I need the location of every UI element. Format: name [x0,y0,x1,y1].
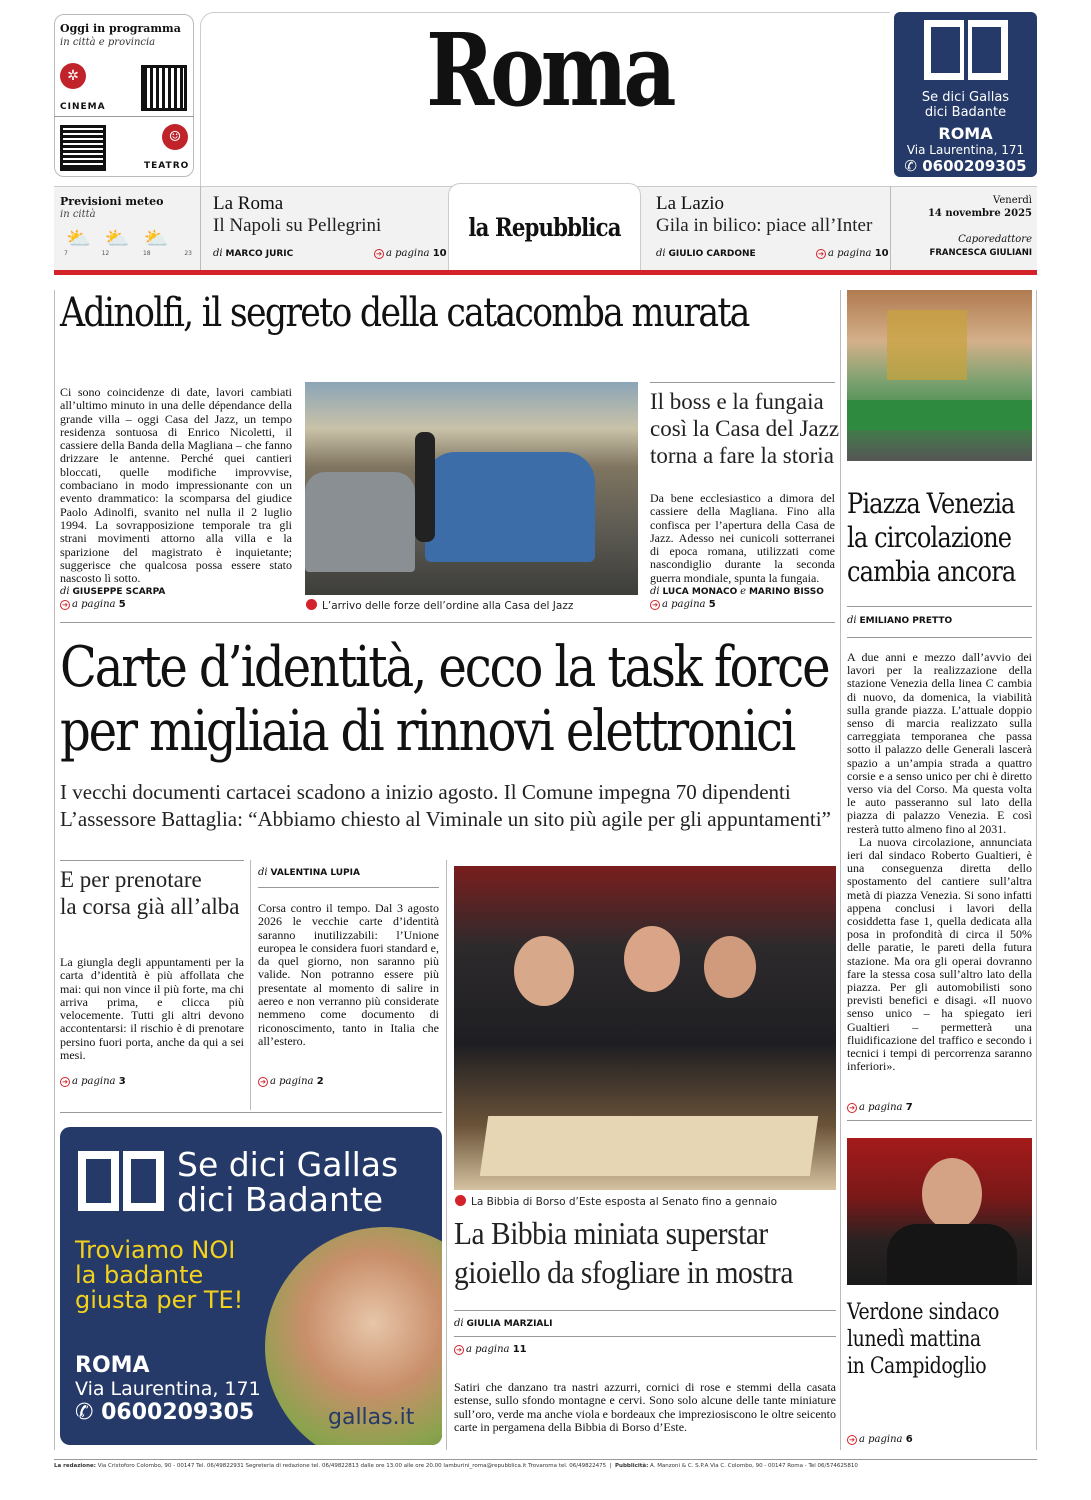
sun-cloud-icon: ⛅ [66,226,105,250]
section-rule [60,1112,442,1113]
ad-top-street: Via Laurentina, 171 [906,143,1025,157]
programma-subtitle: in città e provincia [60,37,156,48]
verdone-headline[interactable]: Verdone sindaco lunedì mattina in Campidoglio [847,1300,999,1379]
ad-top-line2: dici Badante [924,105,1007,120]
ad-top-line1: Se dici Gallas [921,90,1010,105]
programma-divider [54,116,194,117]
bibbia-rule [454,1310,836,1311]
lead-headline[interactable]: Adinolfi, il segreto della catacomba murata [60,290,749,336]
lead-body: Ci sono coincidenze di date, lavori cambiati all’ultimo minuto in una delle dépendance della grande villa – oggi Casa del Jazz, un tempo residenza sontuosa di Enrico Nicoletti, il cassiere della Banda della Magliana – che fanno drizzare le antenne. Perché quei cantieri bloccati, quelle modifiche improvvise, combaciano in modo impressionante con un evento drammatico: la scomparsa del giudice Paolo Adinolfi, svanito nel nulla il 2 luglio 1994. La sovrapposizione temporale tra gli strani movimenti attorno alla villa e la sparizione del magistrato è inquietante; suggerisce che qualcosa possa essere stato nascosto lì sotto. [60,385,292,586]
piazza-headline[interactable]: Piazza Venezia la circolazione cambia ancora [847,487,1016,588]
lazio-pageref[interactable]: ➔ a pagina 10 [816,248,889,259]
corsa-pageref[interactable]: ➔ a pagina 2 [258,1076,324,1087]
boss-byline: di LUCA MONACO e MARINO BISSO [650,586,824,597]
cinema-qr-code[interactable] [141,65,187,111]
carte-headline[interactable]: Carte d’identità, ecco la task force per migliaia di rinnovi elettronici [60,635,829,764]
prenotare-body: La giungla degli appuntamenti per la carta d’identità è più affollata che mai: qui non vince il più forte, ma chi arriva prima, e clicca più velocemente. Tutti gli altri devono accontentarsi: il rischio è di prenotare persino fuori porta, anche da qui a sei mesi. [60,955,244,1063]
piazza-end-rule [847,1120,1032,1121]
prenotare-pageref[interactable]: ➔ a pagina 3 [60,1076,126,1087]
verdone-pageref[interactable]: ➔ a pagina 6 [847,1434,913,1445]
piazza-venezia-photo [847,290,1032,461]
boss-body: Da bene ecclesiastico a dimora del cassiere della Magliana. Fino alla confisca per l’apertura della Casa de Jazz. Adesso nei cunicoli sotterranei di epoca romana, utilizzati come nascondiglio durante la seconda guerra mondiale, spunta la fungaia. [650,491,835,585]
arrow-icon: ➔ [816,249,826,259]
ad-top-city: ROMA [938,124,993,143]
corsa-rule [258,887,439,888]
roma-headline[interactable]: Il Napoli su Pellegrini [213,215,382,236]
piazza-rule [847,637,1032,638]
lazio-kicker: La Lazio [656,193,725,214]
lazio-headline[interactable]: Gila in bilico: piace all’Inter [656,215,873,236]
date-day: Venerdì [993,195,1032,206]
lead-caption: L’arrivo delle forze dell’ordine alla Casa del Jazz [306,599,573,612]
lead-byline: di GIUSEPPE SCARPA [60,586,166,597]
boss-top-rule [650,382,835,383]
ad-big-site[interactable]: gallas.it [328,1405,415,1430]
section-rule [60,622,835,623]
bibbia-rule [454,1336,836,1337]
person-face-shape [624,926,680,992]
teatro-label: TEATRO [144,161,190,171]
column-rule [446,860,447,1450]
carte-deck: I vecchi documenti cartacei scadono a inizio agosto. Il Comune impegna 70 dipendenti L’assessore Battaglia: “Abbiamo chiesto al Viminale un sito più agile per gli appuntamenti” [60,780,831,831]
piazza-byline: di EMILIANO PRETTO [847,615,953,626]
cinema-icon: ✲ [60,63,86,89]
arrow-icon: ➔ [847,1435,857,1445]
prenotare-rule [60,860,244,861]
editor-name: FRANCESCA GIULIANI [929,248,1032,258]
bibbia-pageref[interactable]: ➔ a pagina 11 [454,1344,527,1355]
bibbia-byline: di GIULIA MARZIALI [454,1318,553,1329]
programma-title: Oggi in programma [60,22,181,35]
arrow-icon: ➔ [847,1103,857,1113]
page-rule-left [54,290,55,1450]
column-rule [840,290,841,1450]
phone-icon: ✆ [904,157,917,175]
person-shape [415,432,435,542]
phone-icon: ✆ [75,1400,94,1425]
person-face-shape [704,936,756,998]
sun-cloud-icon: ⛅ [104,226,144,250]
teatro-qr-code[interactable] [60,125,106,171]
corsa-body: Corsa contro il tempo. Dal 3 agosto 2026 le vecchie carte d’identità saranno inutilizzabili: l’Unione europea le considera fuori standard e, da quel giorno, non saranno più valide. Non potranno essere più presentate al momento di salire in aereo e non verranno più considerate nemmeno come documento di riconoscimento, tanto in Italia che all’estero. [258,901,439,1048]
person-body-shape [887,1224,1017,1285]
editor-role: Caporedattore [958,234,1032,245]
roma-byline: di MARCO JURIC [213,248,294,259]
gallas-logo-icon [78,1151,164,1211]
bibbia-body: Satiri che danzano tra nastri azzurri, cornici di rose e stemmi della casata estense, sullo sfondo montagne e cervi. Sono solo alcune delle tante miniature sull’oro, verde ma anche viola e bordeaux che impreziosiscono le oltre seicento carte in pergamena della Bibbia di Borso d’Este. [454,1380,836,1434]
person-face-shape [514,936,574,1006]
gallas-ad-big[interactable] [60,1127,442,1445]
footer: La redazione: Via Cristoforo Colombo, 90 - 00147 Tel. 06/49822931 Segreteria di redazione tel. 06/49822813 dalle ore 13.00 alle ore 20.00 lamburini_roma@repubblica.it Trovaroma tel. 06/49822475 | Pubblicità: A. Manzoni & C. S.P.A Via C. Colombo, 90 - 00147 Roma - Tel 06/574625810 [54,1459,1037,1469]
ad-big-tagline: Troviamo NOI la badante giusta per TE! [75,1236,244,1314]
bible-book-shape [480,1116,818,1176]
ad-big-slogan: Se dici Gallas dici Badante [177,1145,399,1219]
bibbia-caption: La Bibbia di Borso d’Este esposta al Senato fino a gennaio [455,1195,777,1208]
bibbia-photo [454,866,836,1190]
boss-headline[interactable]: Il boss e la fungaia così la Casa del Jazz torna a fare la storia [650,389,840,468]
prenotare-headline[interactable]: E per prenotare la corsa già all’alba [60,867,240,919]
car-shape [305,472,415,572]
piazza-rule [847,606,1032,607]
column-rule [250,860,251,1110]
masthead-title: Roma [426,11,673,129]
gallas-logo-icon [924,20,1008,80]
corsa-byline: di VALENTINA LUPIA [258,867,360,878]
weather-icons [66,226,183,250]
page-rule-right [1036,290,1037,1450]
cinema-label: CINEMA [60,102,106,112]
camera-icon [455,1195,466,1206]
roma-kicker: La Roma [213,193,284,214]
gallas-ad-top[interactable] [894,12,1037,177]
arrow-icon: ➔ [60,600,70,610]
arrow-icon: ➔ [650,600,660,610]
police-photo [305,382,638,595]
piazza-pageref[interactable]: ➔ a pagina 7 [847,1102,913,1113]
arrow-icon: ➔ [374,249,384,259]
lead-pageref[interactable]: ➔ a pagina 5 [60,599,126,610]
accent-rule [54,270,1037,275]
construction-fence-shape [847,400,1032,430]
arrow-icon: ➔ [258,1077,268,1087]
boss-pageref[interactable]: ➔ a pagina 5 [650,599,716,610]
meteo-title: Previsioni meteo [60,195,164,208]
building-shape [887,310,967,380]
arrow-icon: ➔ [60,1077,70,1087]
lazio-byline: di GIULIO CARDONE [656,248,756,259]
arrow-icon: ➔ [454,1345,464,1355]
person-face-shape [922,1158,982,1230]
repubblica-logo: la Repubblica [468,213,621,242]
meteo-subtitle: in città [60,209,96,220]
bibbia-headline[interactable]: La Bibbia miniata superstar gioiello da sfogliare in mostra [454,1215,793,1290]
date-full: 14 novembre 2025 [927,208,1032,219]
verdone-photo [847,1138,1032,1285]
police-car-shape [425,452,595,562]
ad-top-phone: 0600209305 [922,157,1027,175]
teatro-mask-icon: ☺ [162,124,188,150]
roma-pageref[interactable]: ➔ a pagina 10 [374,248,447,259]
meteo-hours: 7 12 18 23 [64,250,192,257]
ad-big-address: ROMA Via Laurentina, 171 ✆ 0600209305 [75,1353,261,1425]
strip-divider [200,186,201,270]
sun-cloud-icon: ⛅ [143,226,183,250]
camera-icon [306,599,317,610]
piazza-body: A due anni e mezzo dall’avvio dei lavori per la realizzazione della stazione Venezia della linea C cambia di nuovo, da domenica, la viabilità sulla grande piazza. L’attuale doppio senso di marcia realizzato sulla carreggiata temporanea che passa sotto il palazzo delle Generali lascerà spazio a un’ampia strada a quattro corsie e a senso unico per chi è diretto verso via del Corso. Ma questa volta le auto passeranno sul lato della piazza di palazzo Venezia. E così resterà tutto almeno fino al 2031. La nuova circolazione, annunciata ieri dal sindaco Roberto Gualtieri, è una conseguenza diretta dello spostamento del cantiere sull’altra metà di piazza Venezia. Si sono infatti appena conclusi i lavori della cosiddetta fase 1, quella dedicata alla posa in profondità di circa il 50% delle paratie, le pareti della futura stazione. Ma ora gli operai dovranno fare la stessa cosa sull’altro lato della piazza. Per gli automobilisti sono previsti benefici e disagi. «Il nuovo senso unico – ha spiegato ieri Gualtieri – permetterà una fluidificazione del traffico e secondo i tecnici i tempi di percorrenza saranno inferiori». [847,650,1032,1074]
strip-divider [890,186,891,270]
